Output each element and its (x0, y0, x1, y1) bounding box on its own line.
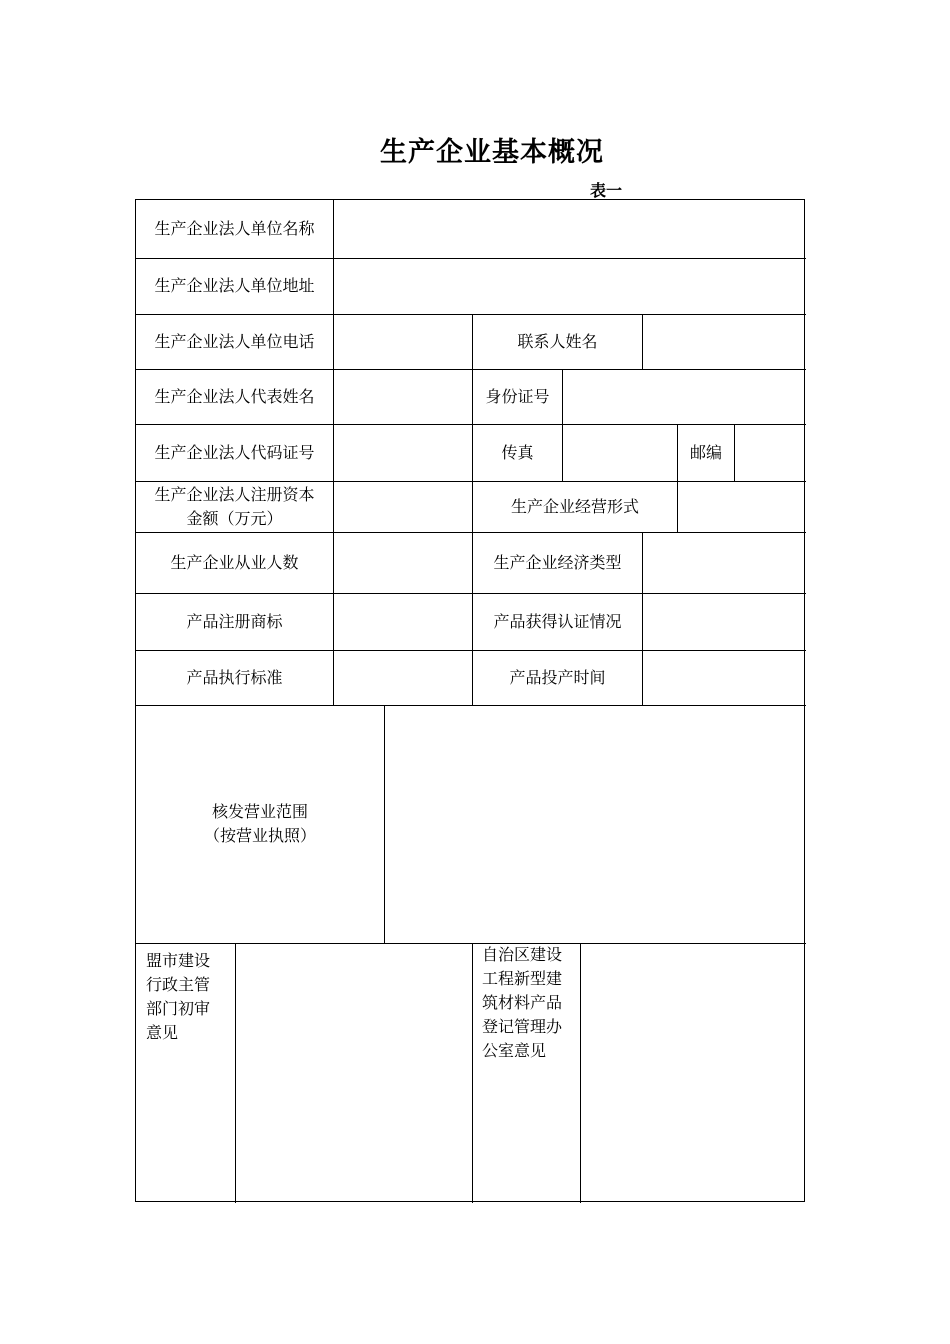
label-business-scope-line1: 核发营业范围 (211, 802, 308, 821)
company-name-field[interactable] (334, 200, 806, 258)
org-code-field[interactable] (334, 424, 472, 481)
registered-capital-field[interactable] (334, 481, 472, 532)
label-postcode: 邮编 (689, 442, 722, 462)
label-business-scope (136, 705, 384, 943)
league-opinion-line: 部门初审 (146, 999, 211, 1018)
label-id-number: 身份证号 (485, 386, 550, 406)
employee-count-field[interactable] (334, 532, 472, 593)
label-business-scope-line2: （按营业执照） (203, 826, 316, 845)
company-info-form (135, 199, 805, 1202)
contact-name-field[interactable] (643, 314, 806, 369)
operation-form-field[interactable] (678, 481, 806, 532)
label-registered-capital-line1: 生产企业法人注册资本 (154, 484, 315, 504)
label-economic-type: 生产企业经济类型 (493, 552, 622, 572)
label-company-phone: 生产企业法人单位电话 (154, 331, 315, 351)
league-opinion-line: 意见 (146, 1023, 179, 1042)
label-region-opinion (473, 943, 580, 1203)
label-registered-capital (136, 481, 333, 532)
region-opinion-field[interactable] (581, 943, 806, 1203)
label-company-address: 生产企业法人单位地址 (154, 276, 315, 295)
label-trademark: 产品注册商标 (186, 611, 283, 631)
region-opinion-line: 工程新型建 (482, 969, 563, 988)
id-number-field[interactable] (563, 369, 806, 424)
fax-field[interactable] (563, 424, 677, 481)
label-certification: 产品获得认证情况 (493, 611, 622, 631)
certification-field[interactable] (643, 593, 806, 650)
table-number: 表一 (590, 181, 623, 200)
region-opinion-line: 登记管理办 (482, 1017, 563, 1036)
league-opinion-field[interactable] (236, 943, 472, 1203)
label-standard: 产品执行标准 (186, 667, 283, 687)
production-date-field[interactable] (643, 650, 806, 705)
label-employee-count: 生产企业从业人数 (170, 552, 299, 572)
region-opinion-line: 公室意见 (482, 1041, 547, 1060)
label-legal-rep-name: 生产企业法人代表姓名 (154, 386, 315, 406)
economic-type-field[interactable] (643, 532, 806, 593)
postcode-field[interactable] (735, 424, 806, 481)
page-title: 生产企业基本概况 (380, 137, 604, 168)
league-opinion-line: 行政主管 (146, 975, 211, 994)
label-fax: 传真 (501, 442, 534, 462)
company-address-field[interactable] (334, 258, 806, 314)
label-org-code: 生产企业法人代码证号 (154, 442, 315, 462)
legal-rep-name-field[interactable] (334, 369, 472, 424)
league-opinion-line: 盟市建设 (146, 951, 211, 970)
business-scope-field[interactable] (385, 705, 806, 943)
trademark-field[interactable] (334, 593, 472, 650)
standard-field[interactable] (334, 650, 472, 705)
label-league-opinion (136, 943, 235, 1203)
label-production-date: 产品投产时间 (509, 667, 606, 687)
label-company-name: 生产企业法人单位名称 (154, 219, 315, 238)
region-opinion-line: 筑材料产品 (482, 993, 563, 1012)
company-phone-field[interactable] (334, 314, 472, 369)
region-opinion-line: 自治区建设 (482, 945, 563, 964)
label-contact-name: 联系人姓名 (517, 331, 598, 351)
label-registered-capital-line2: 金额（万元） (186, 508, 283, 528)
label-operation-form: 生产企业经营形式 (510, 496, 639, 516)
